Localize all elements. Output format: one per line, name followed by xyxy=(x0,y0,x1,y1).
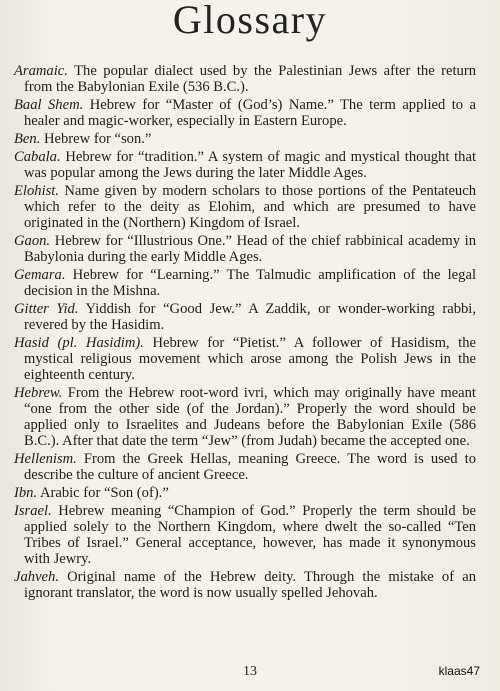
glossary-entry xyxy=(14,131,476,147)
glossary-definition: Hebrew for “Learning.” The Talmudic amplification of the legal decision in the Mishna. xyxy=(24,267,476,299)
glossary-entry xyxy=(14,569,476,601)
page-number: 13 xyxy=(243,664,257,679)
glossary-entry xyxy=(14,97,476,129)
glossary-definition: Arabic for “Son (of).” xyxy=(37,485,169,501)
glossary-entry xyxy=(14,485,476,501)
glossary-definition: From the Greek Hellas, meaning Greece. The word is used to describe the culture of ancient Greece. xyxy=(24,451,476,483)
page-title: Glossary xyxy=(172,0,328,42)
glossary-term: Gitter Yid. xyxy=(14,301,79,317)
glossary-definition: Hebrew meaning “Champion of God.” Properly the term should be applied solely to the Northern Kingdom, where dwelt the so-called “Ten Tribes of Israel.” General acceptance, however, has made it synonymous with Jewry. xyxy=(24,503,476,567)
glossary-definition: Original name of the Hebrew deity. Through the mistake of an ignorant translator, the word is now usually spelled Jehovah. xyxy=(24,569,476,601)
glossary-entry xyxy=(14,301,476,333)
glossary-entry xyxy=(14,267,476,299)
glossary-entry xyxy=(14,335,476,383)
glossary-term: Baal Shem. xyxy=(14,97,84,113)
glossary-term: Gemara. xyxy=(14,267,66,283)
glossary-definition: Hebrew for “Master of (God’s) Name.” The term applied to a healer and magic-worker, especially in Eastern Europe. xyxy=(24,97,476,129)
glossary-entry xyxy=(14,385,476,449)
glossary-definition: Hebrew for “son.” xyxy=(40,131,152,147)
glossary-term: Hebrew. xyxy=(14,385,63,401)
glossary-definition: Hebrew for “Pietist.” A follower of Hasidism, the mystical religious movement which arose among the Polish Jews in the eighteenth century. xyxy=(24,335,476,383)
glossary-term: Elohist. xyxy=(14,183,59,199)
glossary-entry xyxy=(14,183,476,231)
glossary-definition: The popular dialect used by the Palestinian Jews after the return from the Babylonian Exile (536 B.C.). xyxy=(24,63,476,95)
glossary-term: Ibn. xyxy=(14,485,38,501)
glossary-term: Aramaic. xyxy=(14,63,68,79)
glossary-entry xyxy=(14,503,476,567)
glossary-entry xyxy=(14,63,476,95)
glossary-entry xyxy=(14,149,476,181)
glossary-entry xyxy=(14,451,476,483)
glossary-term: Hasid (pl. Hasidim). xyxy=(14,335,144,351)
glossary-term: Hellenism. xyxy=(14,451,77,467)
glossary-entry xyxy=(14,233,476,265)
glossary-definition: Hebrew for “tradition.” A system of magic and mystical thought that was popular among the Jews during the later Middle Ages. xyxy=(24,149,476,181)
glossary-definition: Name given by modern scholars to those portions of the Pentateuch which refer to the deity as Elohim, and which are presumed to have originated in the (Northern) Kingdom of Israel. xyxy=(24,183,476,231)
glossary-definition: From the Hebrew root-word ivri, which may originally have meant “one from the other side (of the Jordan).” Properly the word should be applied only to Israelites and Judeans before the Babylonian Exile (586 B.C.). After that date the term “Jew” (from Judah) became the accepted one. xyxy=(24,385,476,449)
glossary-definition: Hebrew for “Illustrious One.” Head of the chief rabbinical academy in Babylonia during the early Middle Ages. xyxy=(24,233,476,265)
watermark: klaas47 xyxy=(438,664,480,678)
glossary-term: Gaon. xyxy=(14,233,51,249)
glossary-term: Ben. xyxy=(14,131,41,147)
glossary-term: Cabala. xyxy=(14,149,61,165)
glossary-term: Jahveh. xyxy=(14,569,59,585)
glossary-term: Israel. xyxy=(14,503,52,519)
glossary-entries xyxy=(14,63,476,603)
glossary-definition: Yiddish for “Good Jew.” A Zaddik, or wonder-working rabbi, revered by the Hasidim. xyxy=(24,301,476,333)
